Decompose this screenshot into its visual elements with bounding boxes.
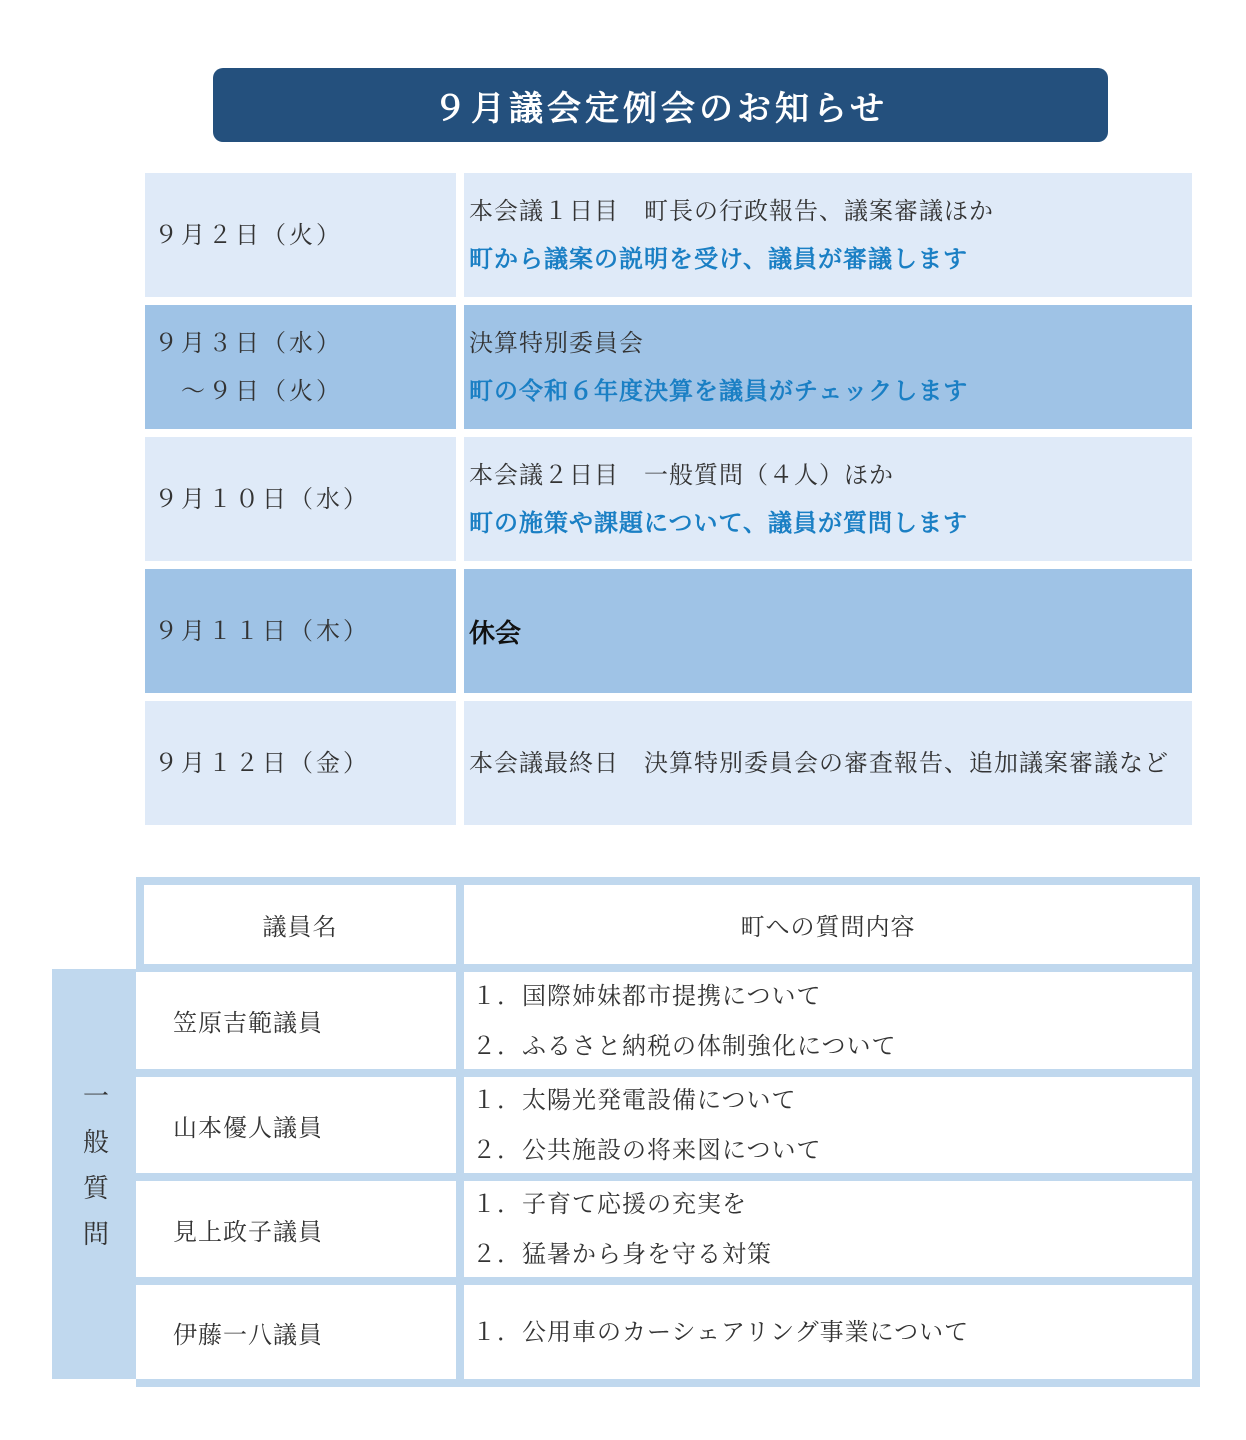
- date-line: ９月１１日（木）: [154, 617, 370, 645]
- title-banner: [213, 68, 1108, 142]
- recess-label: 休会: [469, 618, 522, 649]
- schedule-date: [145, 437, 456, 561]
- agenda-text: 本会議１日目 町長の行政報告、議案審議ほか: [469, 197, 994, 225]
- question-topic: ２．公共施設の将来図について: [472, 1136, 822, 1164]
- question-topics: [464, 972, 1192, 1069]
- question-topics: [464, 1285, 1192, 1379]
- agenda-text: 決算特別委員会: [469, 329, 644, 357]
- date-line: ９月３日（水）: [154, 329, 343, 357]
- schedule-date: [145, 701, 456, 825]
- general-question-text: 一般質問: [78, 1082, 109, 1266]
- member-name: 山本優人議員: [136, 1077, 456, 1173]
- date-line: ９月１２日（金）: [154, 749, 370, 777]
- schedule-row: [145, 569, 1192, 693]
- member-name: 伊藤一八議員: [136, 1285, 456, 1379]
- member-name: 笠原吉範議員: [136, 972, 456, 1069]
- schedule-description: [464, 569, 1192, 693]
- general-question-label: [52, 969, 136, 1379]
- question-topic: １．太陽光発電設備について: [472, 1086, 797, 1114]
- question-topic: １．国際姉妹都市提携について: [472, 981, 822, 1010]
- question-topics: [464, 1077, 1192, 1173]
- schedule-description: [464, 173, 1192, 297]
- schedule-description: [464, 305, 1192, 429]
- question-topics: [464, 1181, 1192, 1277]
- schedule-description: [464, 701, 1192, 825]
- schedule-description: [464, 437, 1192, 561]
- question-topic: ２．猛暑から身を守る対策: [472, 1240, 772, 1268]
- agenda-text: 本会議２日目 一般質問（４人）ほか: [469, 461, 894, 489]
- date-line: ～９日（火）: [154, 377, 343, 405]
- date-line: ９月２日（火）: [154, 221, 343, 249]
- agenda-emphasis: 町から議案の説明を受け、議員が審議します: [469, 245, 969, 273]
- agenda-emphasis: 町の令和６年度決算を議員がチェックします: [469, 377, 969, 405]
- question-topic: ２．ふるさと納税の体制強化について: [472, 1031, 897, 1060]
- agenda-emphasis: 町の施策や課題について、議員が質問します: [469, 509, 969, 537]
- schedule-date: [145, 305, 456, 429]
- agenda-text: 本会議最終日 決算特別委員会の審査報告、追加議案審議など: [469, 749, 1169, 777]
- schedule-row: [145, 701, 1192, 825]
- schedule-row: [145, 173, 1192, 297]
- schedule-row: [145, 437, 1192, 561]
- date-line: ９月１０日（水）: [154, 485, 370, 513]
- header-member-name: 議員名: [144, 885, 456, 964]
- questions-table: [136, 877, 1200, 1387]
- question-topic: １．子育て応援の充実を: [472, 1190, 747, 1218]
- schedule-date: [145, 173, 456, 297]
- header-question-content: 町への質問内容: [464, 885, 1192, 964]
- page-title: ９月議会定例会のお知らせ: [433, 88, 888, 129]
- member-name: 見上政子議員: [136, 1181, 456, 1277]
- schedule-date: [145, 569, 456, 693]
- question-topic: １．公用車のカーシェアリング事業について: [472, 1318, 970, 1346]
- schedule-row: [145, 305, 1192, 429]
